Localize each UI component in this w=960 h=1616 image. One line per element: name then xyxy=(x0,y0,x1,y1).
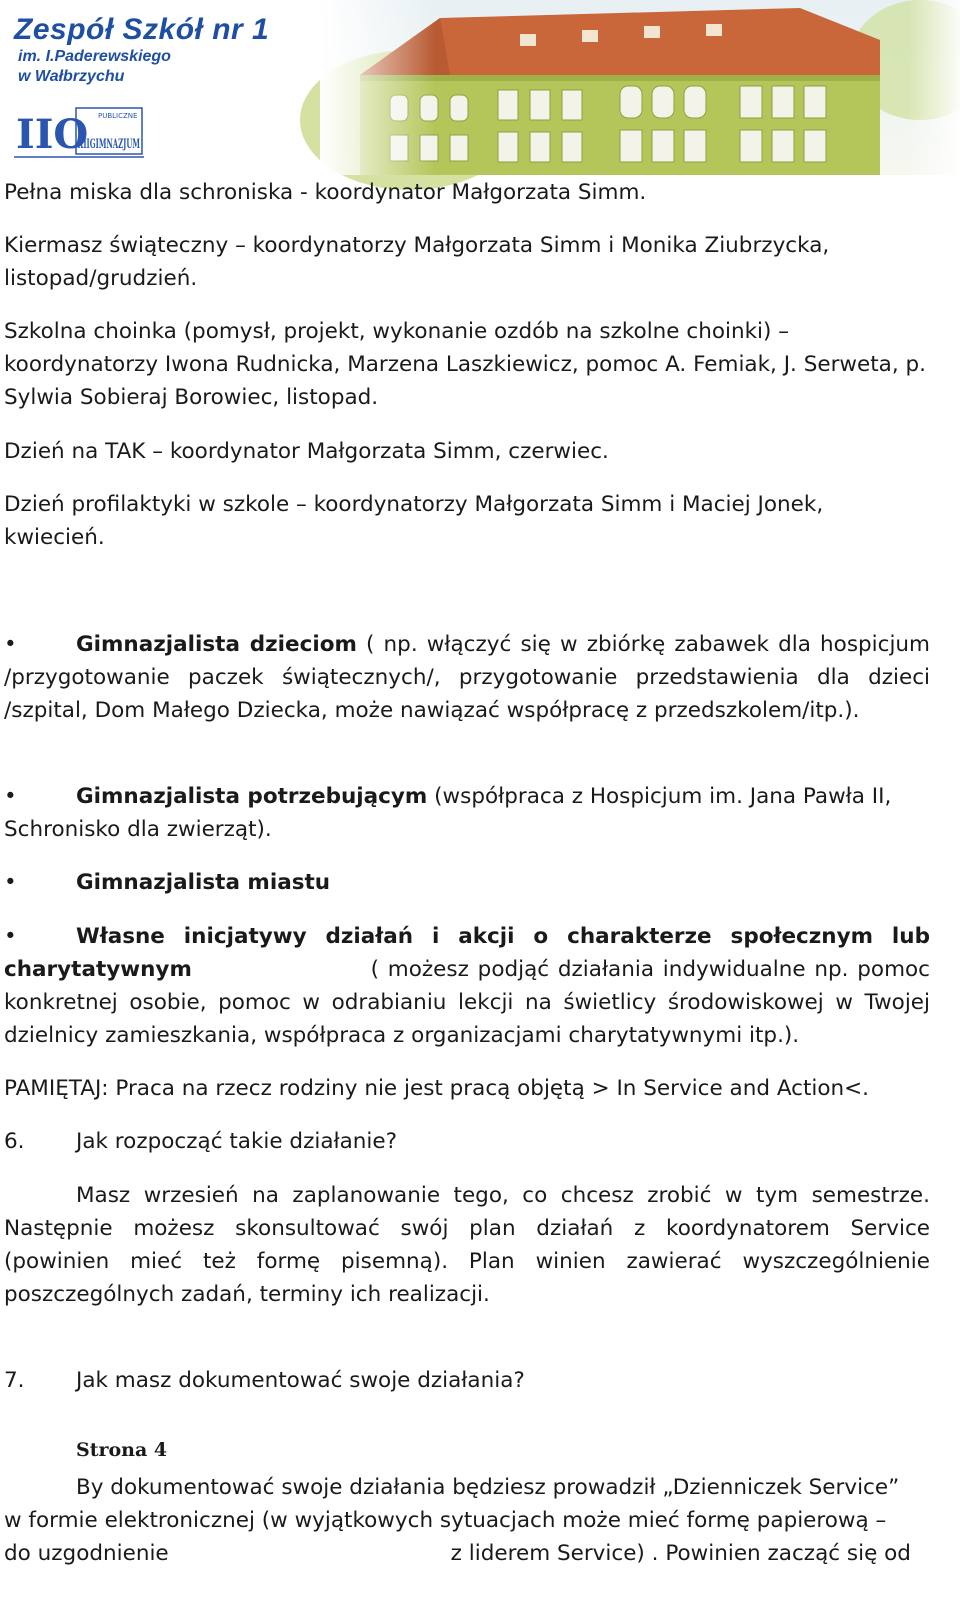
bullet-text: ( np. włączyć się w zbiórkę zabawek dla hospicjum /przygotowanie paczek świątecznych/, przygotowanie przedstawienia dla dzieci /szpital, Dom Małego Dziecka, może nawiązać współpracę z przedszkolem/itp.). xyxy=(4,632,931,723)
bullet-gimnazjalista-potrzebujacym xyxy=(4,780,930,846)
logo-left-mark: IIO xyxy=(16,111,89,158)
final-line-1 xyxy=(4,1471,930,1504)
final-line-2: w formie elektronicznej (w wyjątkowych sytuacjach może mieć formę papierową – xyxy=(4,1508,887,1533)
school-patron: im. I.Paderewskiego xyxy=(18,48,171,65)
section-number: 6. xyxy=(4,1129,25,1154)
final-line-3 xyxy=(4,1537,930,1570)
section-body-text: Masz wrzesień na zaplanowanie tego, co chcesz zrobić w tym semestrze. Następnie możesz skonsultować swój plan działań z koordynatorem Service (powinien mieć też formę pisemną). Plan winien zawierać wyszczególnienie poszczególnych zadań, terminy ich realizacji. xyxy=(4,1183,930,1307)
bullet-symbol: • xyxy=(4,924,17,949)
final-text-a: do uzgodnienie xyxy=(4,1541,169,1566)
logo-text-top: PUBLICZNE xyxy=(98,112,138,120)
gimnazjum-logo xyxy=(14,104,146,160)
bullet-text: ( możesz podjąć działania indywidualne np. pomoc konkretnej osobie, pomoc w odrabianiu lekcji na świetlicy środowiskowej w Twojej dzielnicy zamieszkania, współpraca z organizacjami charytatywnymi itp.). xyxy=(4,957,930,1048)
final-text: By dokumentować swoje działania będziesz prowadził „Dzienniczek Service” xyxy=(76,1475,900,1500)
page-number-label: Strona 4 xyxy=(76,1439,168,1461)
school-city: w Wałbrzychu xyxy=(18,68,125,85)
paragraph-choinka: Szkolna choinka (pomysł, projekt, wykonanie ozdób na szkolne choinki) – koordynatorzy Iwona Rudnicka, Marzena Laszkiewicz, pomoc A. Femiak, J. Serweta, p. Sylwia Sobieraj Borowiec, listopad. xyxy=(4,319,927,410)
paragraph-dzien-na-tak: Dzień na TAK – koordynator Małgorzata Simm, czerwiec. xyxy=(4,439,609,464)
paragraph-pamietaj: PAMIĘTAJ: Praca na rzecz rodziny nie jest pracą objętą > In Service and Action<. xyxy=(4,1076,870,1101)
section-title: Jak rozpocząć takie działanie? xyxy=(76,1129,398,1154)
school-name: Zespół Szkół nr 1 xyxy=(14,13,270,46)
bullet-symbol: • xyxy=(4,784,17,809)
section-7-heading xyxy=(4,1364,930,1397)
bullet-title: Własne inicjatywy działań i akcji o charakterze społecznym lub charytatywnym xyxy=(4,924,930,982)
bullet-symbol: • xyxy=(4,870,17,895)
bullet-wlasne-inicjatywy xyxy=(4,920,930,1052)
school-building-photo xyxy=(320,0,960,175)
section-6-body xyxy=(4,1179,930,1311)
bullet-symbol: • xyxy=(4,632,17,657)
final-text-b: z liderem Service) . Powinien zacząć się od xyxy=(450,1541,911,1566)
bullet-gimnazjalista-dzieciom xyxy=(4,628,930,727)
bullet-title: Gimnazjalista dzieciom xyxy=(76,632,357,657)
logo-text-main: XIIGIMNAZJUM xyxy=(78,137,140,152)
page-header xyxy=(0,0,960,175)
paragraph-kiermasz: Kiermasz świąteczny – koordynatorzy Małgorzata Simm i Monika Ziubrzycka, listopad/grudzień. xyxy=(4,233,830,291)
section-title: Jak masz dokumentować swoje działania? xyxy=(76,1368,525,1393)
section-6-heading xyxy=(4,1125,930,1158)
paragraph-profilaktyka: Dzień profilaktyki w szkole – koordynatorzy Małgorzata Simm i Maciej Jonek, kwiecień. xyxy=(4,492,824,550)
bullet-gimnazjalista-miastu xyxy=(4,866,930,899)
section-number: 7. xyxy=(4,1368,25,1393)
paragraph-schronisko: Pełna miska dla schroniska - koordynator Małgorzata Simm. xyxy=(4,180,647,205)
bullet-title: Gimnazjalista miastu xyxy=(76,870,331,895)
bullet-text: (współpraca z Hospicjum im. Jana Pawła II, Schronisko dla zwierząt). xyxy=(4,784,892,842)
bullet-title: Gimnazjalista potrzebującym xyxy=(76,784,428,809)
